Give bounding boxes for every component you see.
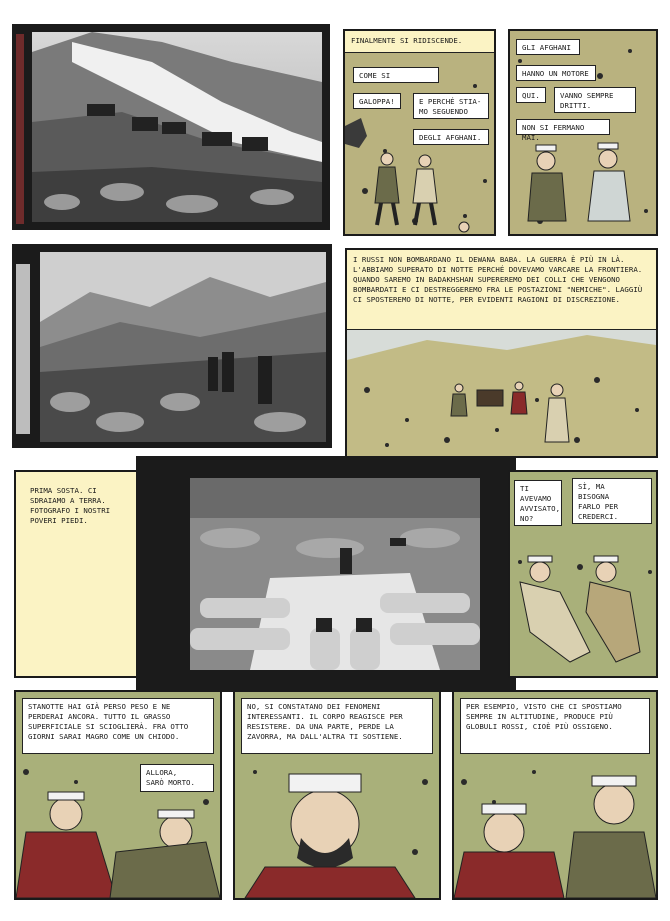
bubble-e-perche: E PERCHÉ STIA- MO SEGUENDO [413,93,489,119]
panel-per-esempio [452,690,658,900]
photo-resting-feet [190,478,480,670]
bubble-hanno-un-motore: HANNO UN MOTORE [516,65,596,81]
bubble-qui: QUI. [516,87,546,103]
photo-mules-on-mountain [32,32,322,222]
caption-finalmente: FINALMENTE SI RIDISCENDE. [345,31,494,53]
bubble-per-esempio: PER ESEMPIO, VISTO CHE CI SPOSTIAMO SEMPRE IN ALTITUDINE, PRODUCE PIÙ GLOBULI ROSSI, CIOÈ PIÙ OSSIGENO. [460,698,650,754]
bubble-si-ma: SÌ, MA BISOGNA FARLO PER CREDERCI. [572,478,652,524]
caption-russi: I RUSSI NON BOMBARDANO IL DEWANA BABA. LA GUERRA È PIÙ IN LÀ. L'ABBIAMO SUPERATO DI NOTTE PERCHÉ DOVEVAMO VARCARE LA FRONTIERA. QUANDO SAREMO IN BADAKHSHAN SUPEREREMO DEI COLLI CHE VENGONO BOMBARDATI E CI DESTREGGEREMO FRA LE POSTAZIONI "NEMICHE". LAGGIÙ CI SPOSTEREMO DI NOTTE, PER EVIDENTI RAGIONI DI DISCREZIONE. [347,250,656,330]
bubble-degli-afghani: DEGLI AFGHANI. [413,129,489,145]
panel-afghans-motor [508,29,658,236]
filmstrip-photo-mules [12,24,330,230]
filmstrip-photo-valley [12,244,332,448]
bubble-vanno-sempre: VANNO SEMPRE DRITTI. [554,87,636,113]
panel-stanotte [14,690,222,900]
panel-no-si-constatano [233,690,441,900]
bubble-ti-avevamo: TI AVEVAMO AVVISATO, NO? [514,480,562,526]
caption-prima-sosta: PRIMA SOSTA. CI SDRAIAMO A TERRA. FOTOGRAFO I NOSTRI POVERI PIEDI. [30,486,111,525]
bubble-non-si-fermano: NON SI FERMANO MAI. [516,119,610,135]
panel-ti-avevamo [508,470,658,678]
bubble-stanotte: STANOTTE HAI GIÀ PERSO PESO E NE PERDERAI ANCORA. TUTTO IL GRASSO SUPERFICIALE SI SCIOGLIERÀ. FRA OTTO GIORNI SARAI MAGRO COME UN CHIODO. [22,698,214,754]
bubble-come-si: COME SI [353,67,439,83]
bubble-no-si-constatano: NO, SI CONSTATANO DEI FENOMENI INTERESSANTI. IL CORPO REAGISCE PER RESISTERE. DA UNA PARTE, PERDE LA ZAVORRA, MA DALL'ALTRA TI SOSTIENE. [241,698,433,754]
photo-valley-walkers [40,252,326,442]
bubble-galoppa: GALOPPA! [353,93,401,109]
bubble-allora: ALLORA, SARÒ MORTO. [140,764,214,792]
film-edge-red [16,34,24,224]
film-edge-light [16,264,30,434]
filmstrip-photo-feet [136,456,516,692]
panel-descent-walkers [343,29,496,236]
panel-russi-caption [345,248,658,458]
bubble-gli-afghani: GLI AFGHANI [516,39,580,55]
